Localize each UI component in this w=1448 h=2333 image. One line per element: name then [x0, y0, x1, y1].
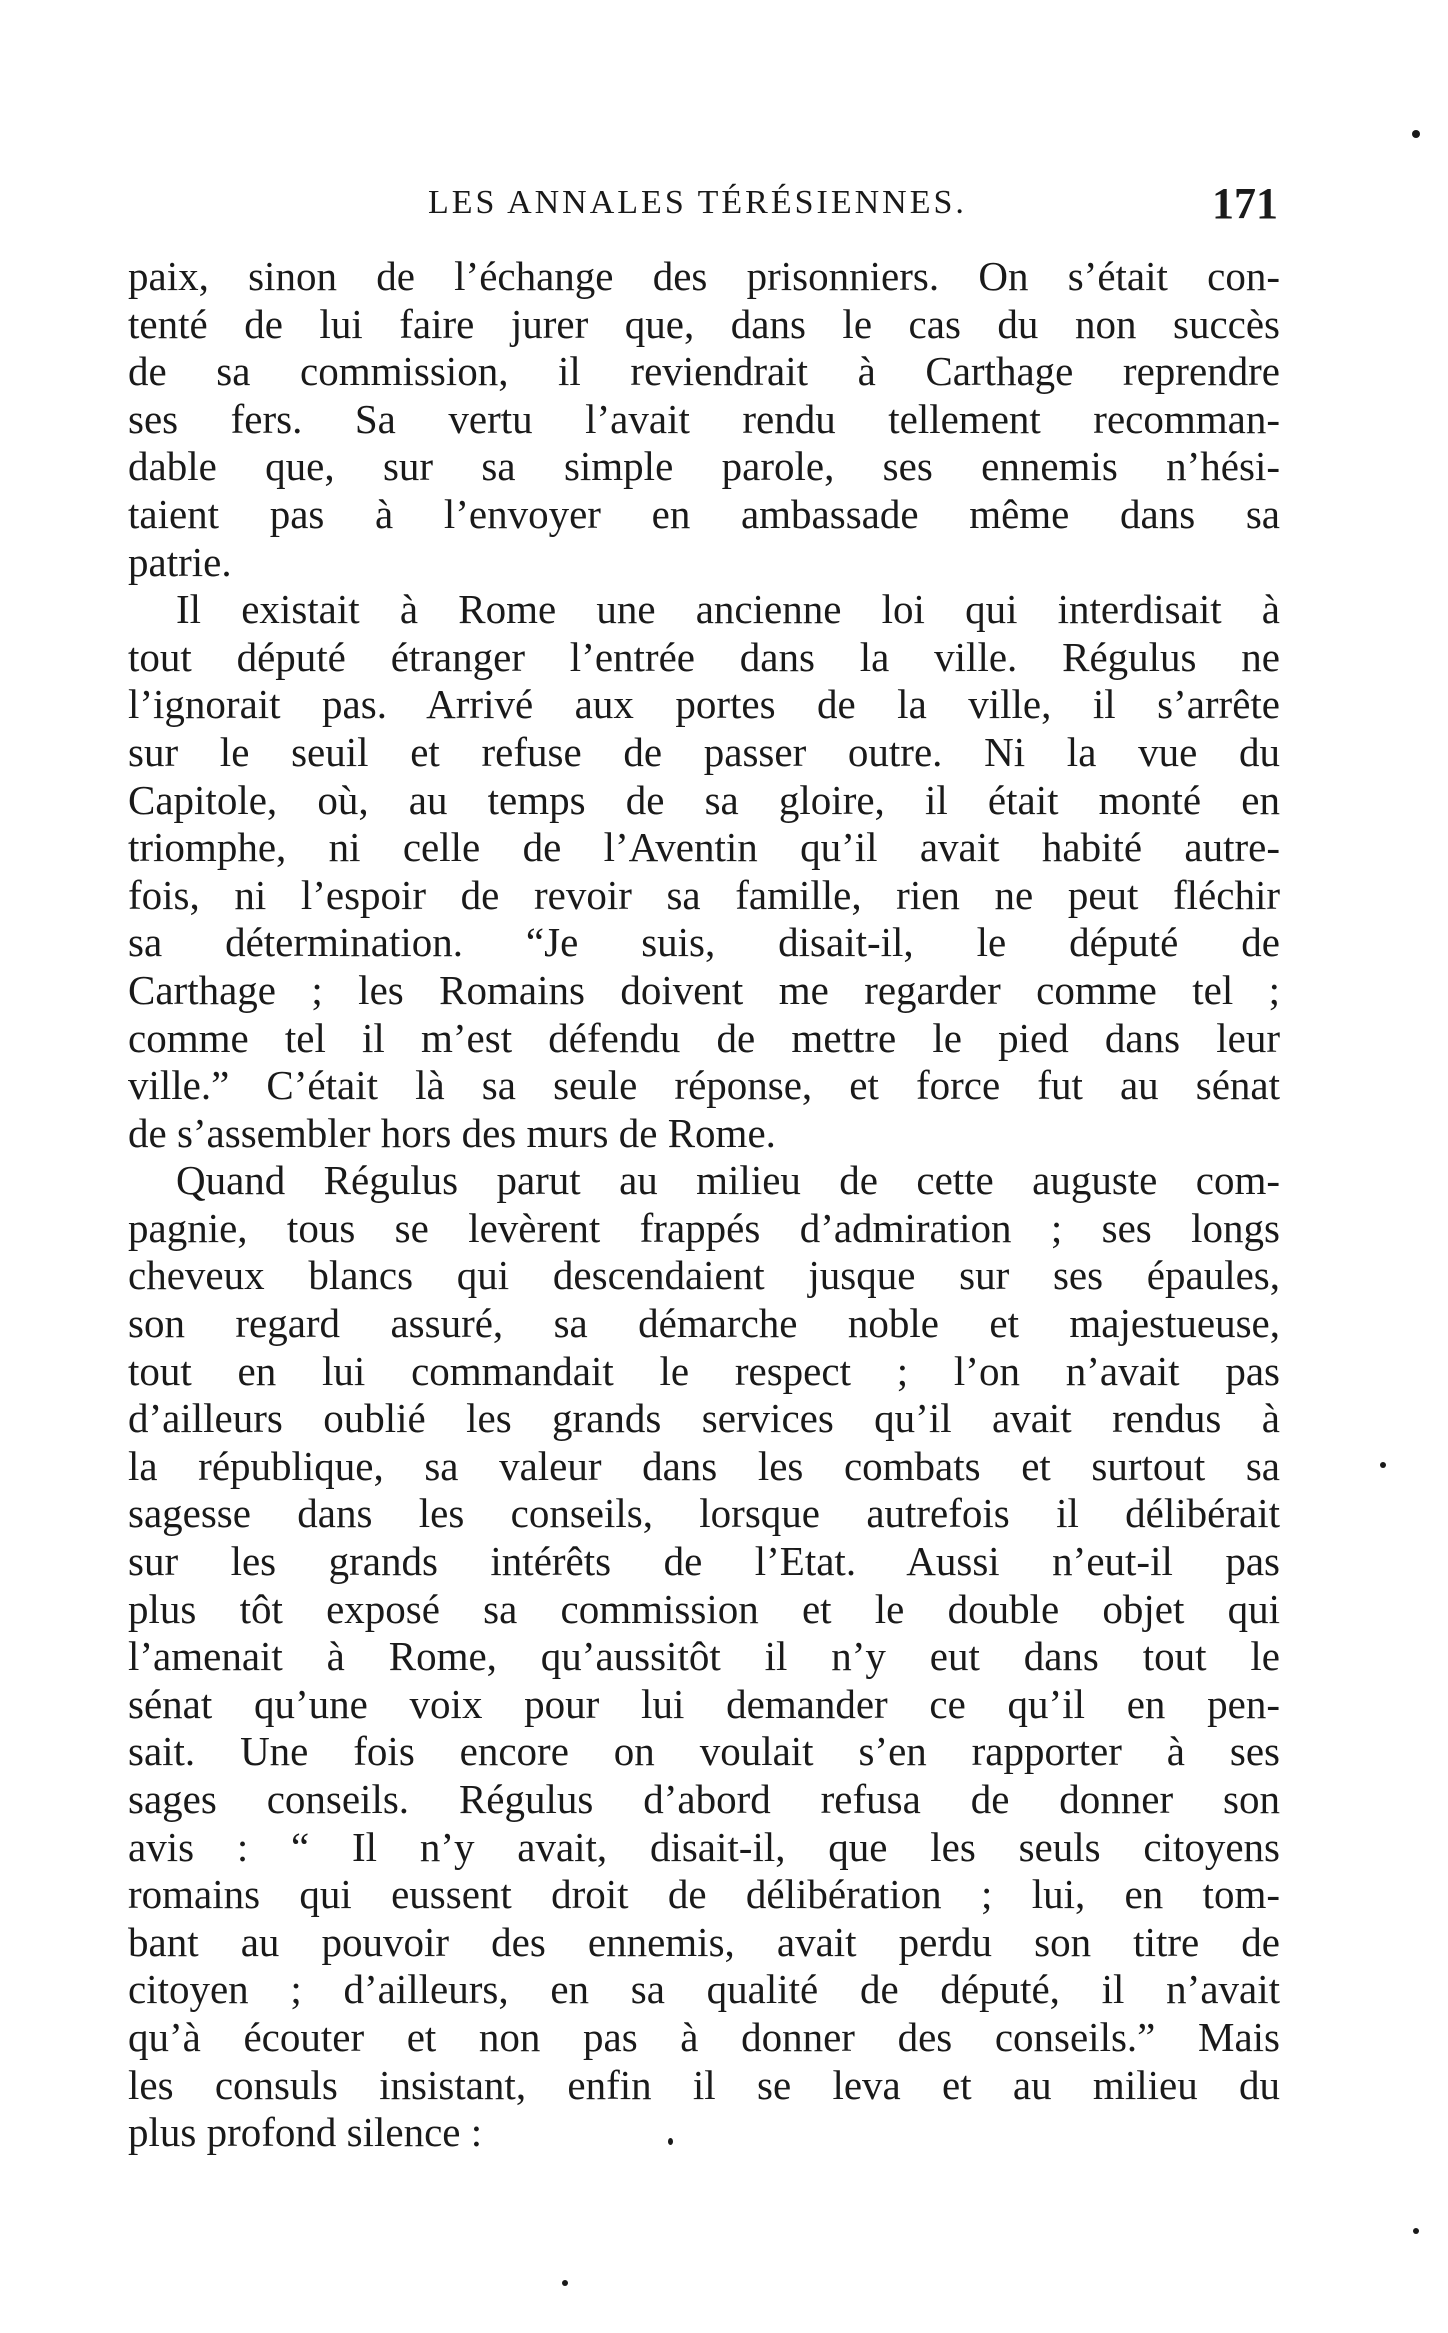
text-line: plus tôt exposé sa commission et le double objet qui	[128, 1585, 1280, 1632]
text-line: paix, sinon de l’échange des prisonniers. On s’était con-	[128, 253, 1280, 299]
text-line: ses fers. Sa vertu l’avait rendu tellement recomman-	[128, 395, 1280, 442]
text-line: sénat qu’une voix pour lui demander ce qu’il en pen-	[128, 1680, 1280, 1727]
running-head	[128, 178, 1278, 228]
text-line: d’ailleurs oublié les grands services qu’il avait rendus à	[128, 1395, 1280, 1442]
text-line: triomphe, ni celle de l’Aventin qu’il avait habité autre-	[128, 824, 1280, 871]
text-line: Carthage ; les Romains doivent me regarder comme tel ;	[128, 966, 1280, 1013]
print-speck	[562, 2280, 568, 2286]
text-line: romains qui eussent droit de délibération ; lui, en tom-	[128, 1871, 1280, 1918]
text-line: bant au pouvoir des ennemis, avait perdu son titre de	[128, 1918, 1280, 1965]
text-line: fois, ni l’espoir de revoir sa famille, rien ne peut fléchir	[128, 871, 1280, 918]
text-line: pagnie, tous se levèrent frappés d’admiration ; ses longs	[128, 1204, 1280, 1251]
print-speck	[1380, 1462, 1386, 1468]
text-line: l’ignorait pas. Arrivé aux portes de la ville, il s’arrête	[128, 681, 1280, 728]
print-speck	[668, 2138, 673, 2145]
text-line: les consuls insistant, enfin il se leva et au milieu du	[128, 2061, 1280, 2108]
text-line: qu’à écouter et non pas à donner des conseils.” Mais	[128, 2013, 1280, 2060]
text-line: tout député étranger l’entrée dans la ville. Régulus ne	[128, 633, 1280, 680]
print-speck	[1412, 130, 1420, 138]
text-line: de sa commission, il reviendrait à Carthage reprendre	[128, 348, 1280, 395]
text-line: Capitole, où, au temps de sa gloire, il était monté en	[128, 776, 1280, 823]
text-line: l’amenait à Rome, qu’aussitôt il n’y eut dans tout le	[128, 1633, 1280, 1680]
text-line: sur les grands intérêts de l’Etat. Aussi n’eut-il pas	[128, 1538, 1280, 1585]
text-line: de s’assembler hors des murs de Rome.	[128, 1109, 776, 1156]
text-line: ville.” C’était là sa seule réponse, et force fut au sénat	[128, 1062, 1280, 1109]
text-line: la république, sa valeur dans les combats et surtout sa	[128, 1442, 1280, 1489]
body-text	[128, 253, 1280, 2157]
text-line: sur le seuil et refuse de passer outre. Ni la vue du	[128, 728, 1280, 775]
text-line: sait. Une fois encore on voulait s’en rapporter à ses	[128, 1728, 1280, 1775]
text-line: sagesse dans les conseils, lorsque autrefois il délibérait	[128, 1490, 1280, 1537]
text-line: patrie.	[128, 538, 232, 585]
running-title: LES ANNALES TÉRÉSIENNES.	[428, 184, 967, 221]
text-line: citoyen ; d’ailleurs, en sa qualité de député, il n’avait	[128, 1966, 1280, 2013]
text-line: sages conseils. Régulus d’abord refusa de donner son	[128, 1776, 1280, 1822]
text-line: sa détermination. “Je suis, disait-il, le député de	[128, 919, 1280, 966]
text-line: plus profond silence :	[128, 2109, 483, 2156]
text-line: son regard assuré, sa démarche noble et majestueuse,	[128, 1300, 1280, 1347]
text-line: cheveux blancs qui descendaient jusque sur ses épaules,	[128, 1252, 1280, 1299]
text-line: comme tel il m’est défendu de mettre le pied dans leur	[128, 1014, 1280, 1061]
paragraph-start: Il existait à Rome une ancienne loi qui interdisait à	[176, 586, 1280, 633]
print-speck	[1413, 2228, 1419, 2234]
paragraph-start: Quand Régulus parut au milieu de cette auguste com-	[176, 1157, 1280, 1204]
text-line: avis : “ Il n’y avait, disait-il, que les seuls citoyens	[128, 1823, 1280, 1870]
text-line: tout en lui commandait le respect ; l’on n’avait pas	[128, 1347, 1280, 1394]
text-line: dable que, sur sa simple parole, ses ennemis n’hési-	[128, 443, 1280, 490]
page-number: 171	[1212, 179, 1278, 228]
text-line: taient pas à l’envoyer en ambassade même dans sa	[128, 490, 1280, 537]
text-line: tenté de lui faire jurer que, dans le cas du non succès	[128, 300, 1280, 347]
